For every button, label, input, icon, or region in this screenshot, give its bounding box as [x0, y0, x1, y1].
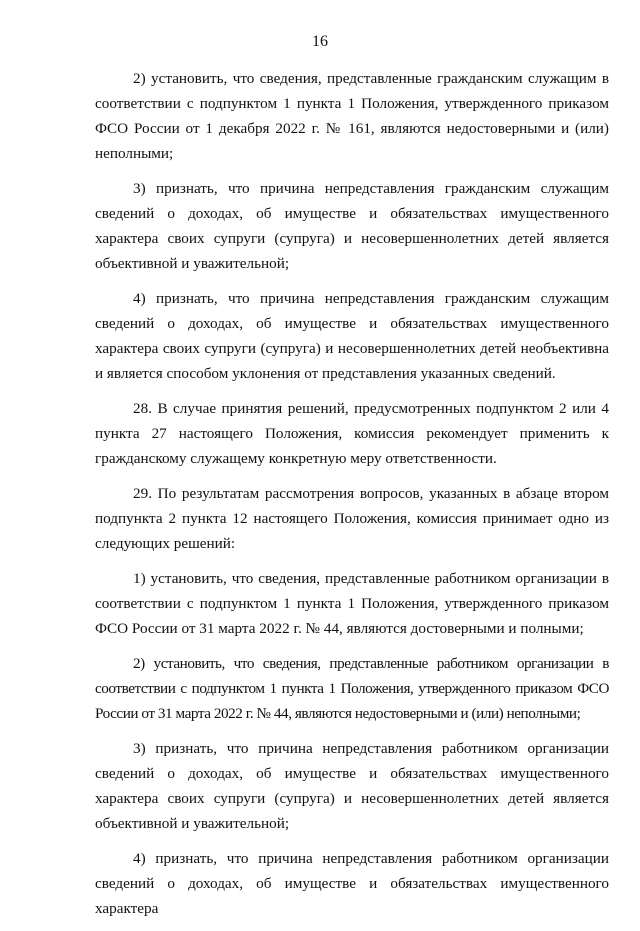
page-number: 16 — [312, 33, 328, 50]
paragraph-29-commission-decisions: 29. По результатам рассмотрения вопросов, указанных в абзаце втором подпункта 2 пункта 12 настоящего Положения, комиссия принимает одно из следующих решений: — [95, 485, 609, 552]
paragraph-28-responsibility-measure: 28. В случае принятия решений, предусмотренных подпунктом 2 или 4 пункта 27 настоящего Положения, комиссия рекомендует применить к гражданскому служащему конкретную меру ответственности. — [95, 400, 609, 467]
paragraph-3-recognize-valid-reason-civil-servant: 3) признать, что причина непредставления гражданским служащим сведений о доходах, об имуществе и обязательствах имущественного характера своих супруги (супруга) и несовершеннолетних детей является объективной и уважительной; — [95, 180, 609, 272]
paragraph-2-establish-incomplete-employee: 2) установить, что сведения, представленные работником организации в соответствии с подпунктом 1 пункта 1 Положения, утвержденного приказом ФСО России от 31 марта 2022 г. № 44, являются недостоверными и (или) неполными; — [95, 655, 609, 722]
paragraph-4-recognize-invalid-reason-employee: 4) признать, что причина непредставления работником организации сведений о доходах, об имуществе и обязательствах имущественного характера — [95, 850, 609, 917]
paragraph-2-establish-incomplete-civil-servant: 2) установить, что сведения, представленные гражданским служащим в соответствии с подпунктом 1 пункта 1 Положения, утвержденного приказом ФСО России от 1 декабря 2022 г. № 161, являются недостоверными и (или) неполными; — [95, 70, 609, 162]
paragraph-1-establish-reliable-employee: 1) установить, что сведения, представленные работником организации в соответствии с подпунктом 1 пункта 1 Положения, утвержденного приказом ФСО России от 31 марта 2022 г. № 44, являются достоверными и полными; — [95, 570, 609, 637]
document-body — [95, 66, 609, 931]
paragraph-3-recognize-valid-reason-employee: 3) признать, что причина непредставления работником организации сведений о доходах, об имуществе и обязательствах имущественного характера своих супруги (супруга) и несовершеннолетних детей является объективной и уважительной; — [95, 740, 609, 832]
paragraph-4-recognize-invalid-reason-civil-servant: 4) признать, что причина непредставления гражданским служащим сведений о доходах, об имуществе и обязательствах имущественного характера своих супруги (супруга) и несовершеннолетних детей необъективна и является способом уклонения от представления указанных сведений. — [95, 290, 609, 382]
